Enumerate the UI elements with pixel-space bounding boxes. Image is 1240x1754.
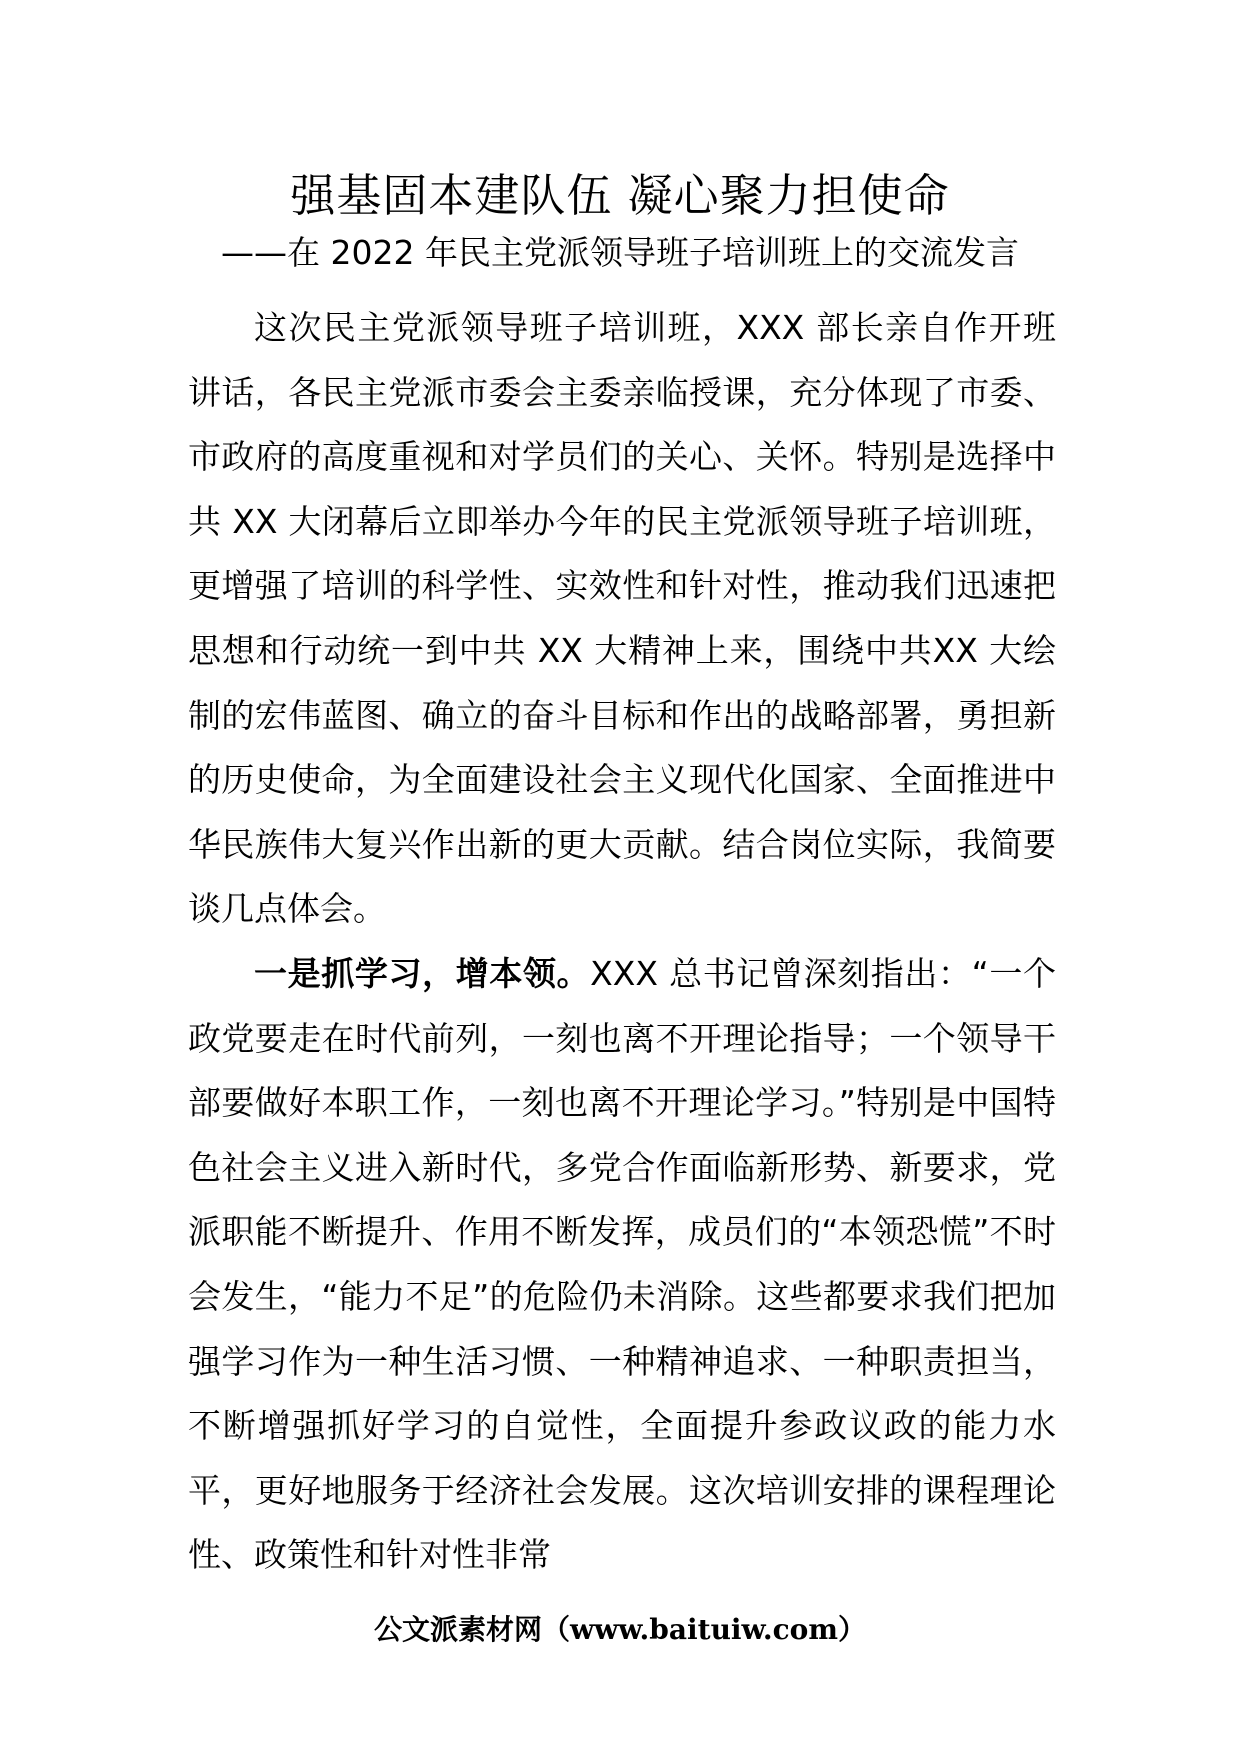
document-subtitle: ——在 2022 年民主党派领导班子培训班上的交流发言 [221, 233, 1019, 272]
paragraph-lead: 一是抓学习，增本领。 [254, 953, 591, 993]
body-paragraph-2 [188, 942, 1056, 1588]
document-body [188, 296, 1056, 1588]
document-title: 强基固本建队伍 凝心聚力担使命 [290, 169, 950, 222]
paragraph-text: XXX 总书记曾深刻指出：“一个政党要走在时代前列，一刻也离不开理论指导；一个领导干部要做好本职工作，一刻也离不开理论学习。”特别是中国特色社会主义进入新时代，多党合作面临新形势、新要求，党派职能不断提升、作用不断发挥，成员们的“本领恐慌”不时会发生，“能力不足”的危险仍未消除。这些都要求我们把加强学习作为一种生活习惯、一种精神追求、一种职责担当，不断增强抓好学习的自觉性，全面提升参政议政的能力水平，更好地服务于经济社会发展。这次培训安排的课程理论性、政策性和针对性非常 [188, 953, 1056, 1575]
body-paragraph-1 [188, 296, 1056, 942]
paragraph-text: 这次民主党派领导班子培训班，XXX 部长亲自作开班讲话，各民主党派市委会主委亲临授课，充分体现了市委、市政府的高度重视和对学员们的关心、关怀。特别是选择中共 XX 大闭幕后立即举办今年的民主党派领导班子培训班，更增强了培训的科学性、实效性和针对性，推动我们迅速把思想和行动统一到中共 XX 大精神上来，围绕中共XX 大绘制的宏伟蓝图、确立的奋斗目标和作出的战略部署，勇担新的历史使命，为全面建设社会主义现代化国家、全面推进中华民族伟大复兴作出新的更大贡献。结合岗位实际，我简要谈几点体会。 [188, 308, 1056, 929]
footer-watermark: 公文派素材网（www.baituiw.com） [374, 1613, 866, 1646]
